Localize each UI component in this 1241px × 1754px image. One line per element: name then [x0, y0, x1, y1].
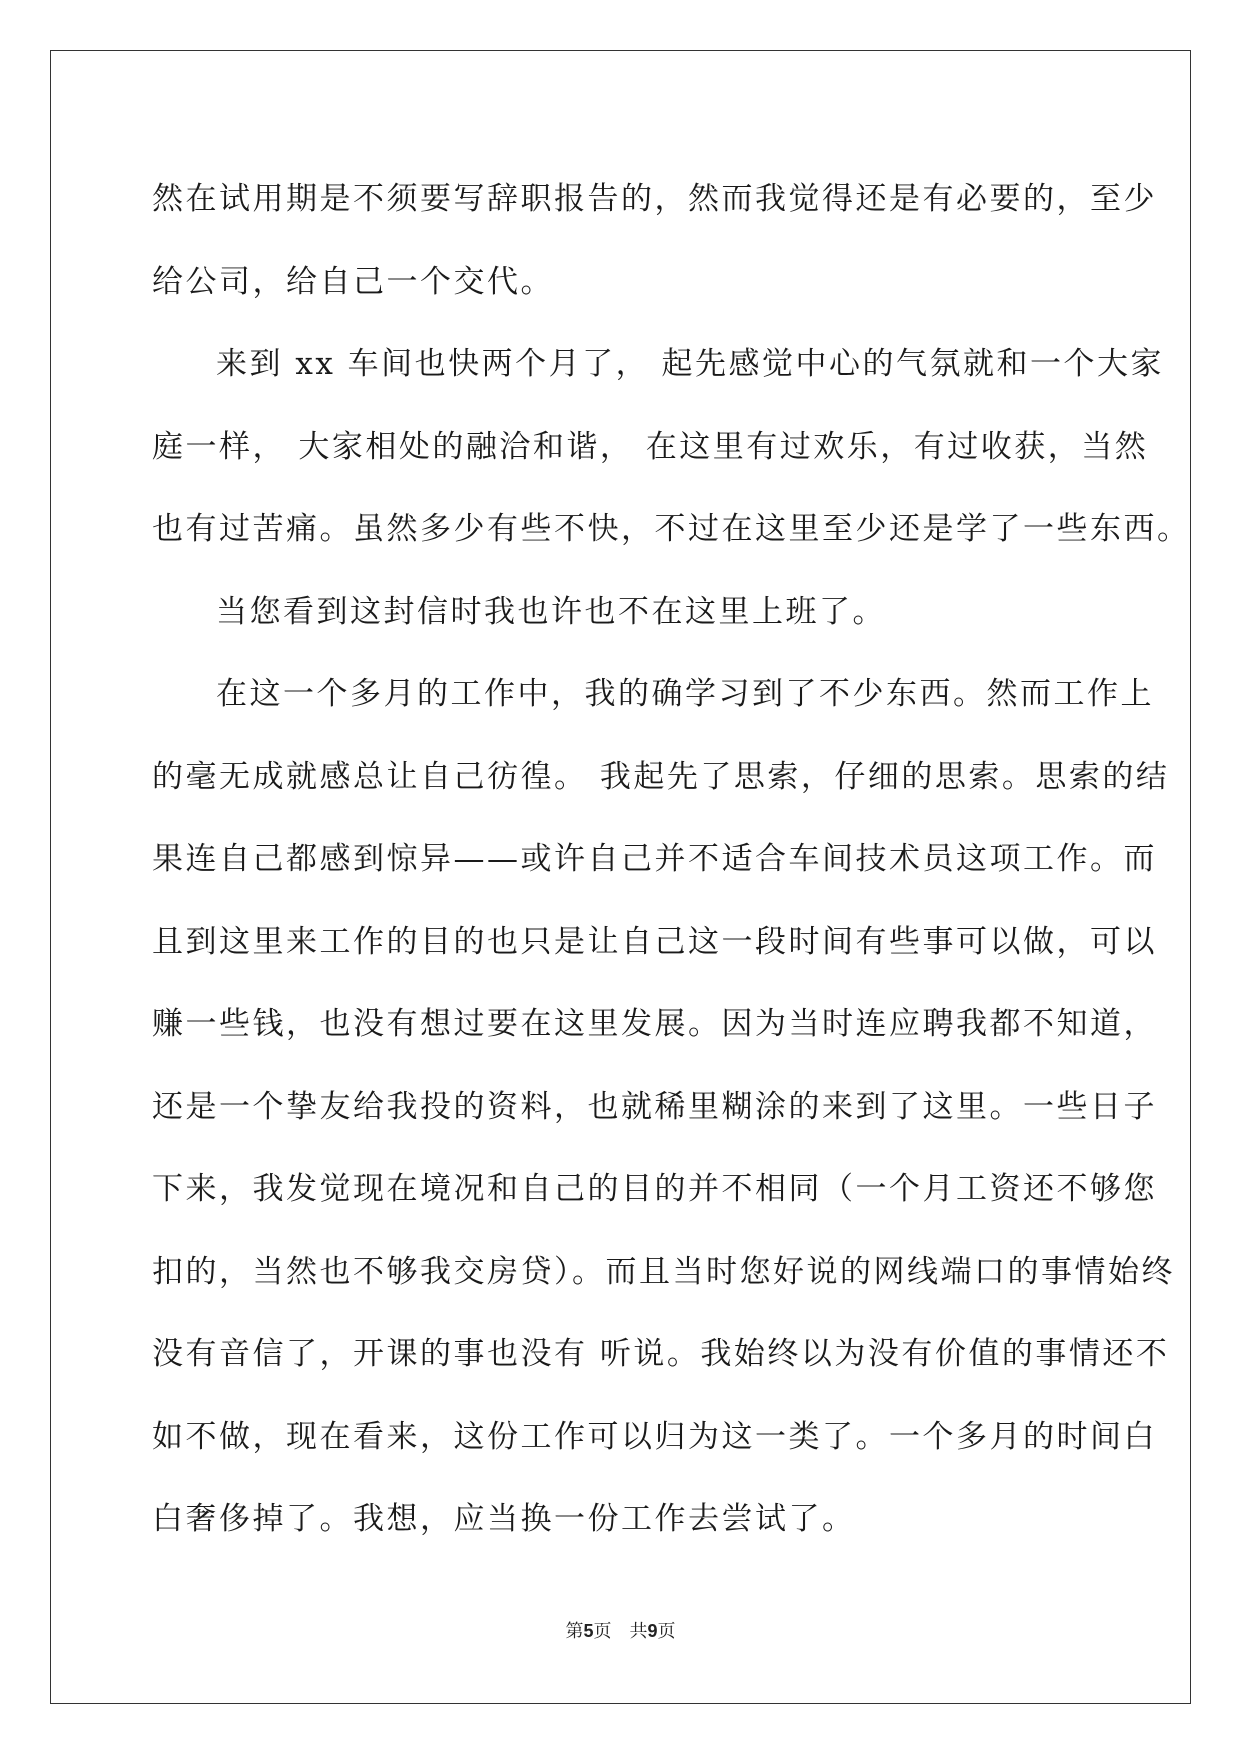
text-line: 且到这里来工作的目的也只是让自己这一段时间有些事可以做，可以 [152, 923, 1157, 960]
text-line: 给公司，给自己一个交代。 [152, 263, 554, 300]
page-footer [0, 1617, 1241, 1643]
text-line: 来到 xx 车间也快两个月了， 起先感觉中心的气氛就和一个大家 [216, 346, 1165, 382]
text-line: 扣的，当然也不够我交房贷）。而且当时您好说的网线端口的事情始终 [152, 1253, 1175, 1290]
total-prefix: 共 [629, 1621, 648, 1642]
text-line: 下来，我发觉现在境况和自己的目的并不相同（一个月工资还不够您 [152, 1171, 1157, 1207]
total-page-number: 9 [647, 1621, 658, 1641]
text-line: 然在试用期是不须要写辞职报告的，然而我觉得还是有必要的，至少 [152, 181, 1157, 217]
text-line: 的毫无成就感总让自己彷徨。 我起先了思索，仔细的思索。思索的结 [152, 758, 1170, 795]
text-line: 赚一些钱，也没有想过要在这里发展。因为当时连应聘我都不知道， [152, 1006, 1157, 1042]
text-line: 当您看到这封信时我也许也不在这里上班了。 [216, 593, 886, 630]
page-suffix: 页 [593, 1621, 612, 1642]
current-page-number: 5 [583, 1621, 594, 1641]
text-line: 果连自己都感到惊异——或许自己并不适合车间技术员这项工作。而 [152, 841, 1157, 877]
text-line: 如不做，现在看来，这份工作可以归为这一类了。一个多月的时间白 [152, 1418, 1157, 1455]
text-line: 还是一个挚友给我投的资料，也就稀里糊涂的来到了这里。一些日子 [152, 1088, 1157, 1125]
text-line: 也有过苦痛。虽然多少有些不快，不过在这里至少还是学了一些东西。 [152, 511, 1191, 547]
page-prefix: 第 [565, 1621, 584, 1642]
text-line: 在这一个多月的工作中，我的确学习到了不少东西。然而工作上 [216, 676, 1154, 712]
total-suffix: 页 [657, 1621, 676, 1642]
document-body [152, 158, 1191, 1561]
text-line: 庭一样， 大家相处的融洽和谐， 在这里有过欢乐，有过收获，当然 [152, 428, 1149, 465]
text-line: 白奢侈掉了。我想，应当换一份工作去尝试了。 [152, 1501, 856, 1537]
text-line: 没有音信了，开课的事也没有 听说。我始终以为没有价值的事情还不 [152, 1336, 1170, 1372]
